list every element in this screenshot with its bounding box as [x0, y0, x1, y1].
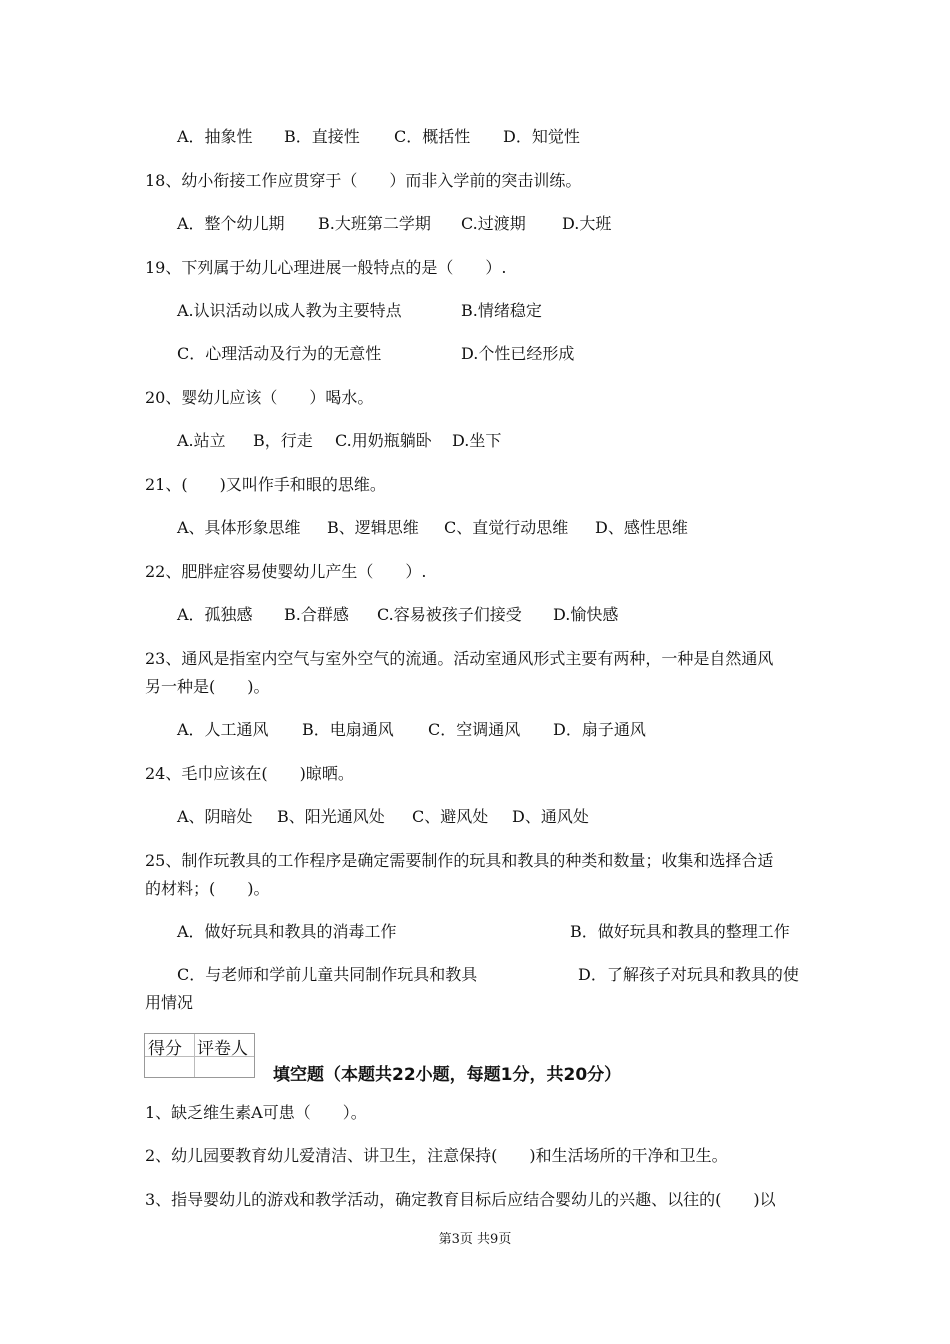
q20-stem: 20、婴幼儿应该（ ）喝水。 [145, 388, 374, 407]
q22-option-c: C.容易被孩子们接受 [377, 605, 522, 624]
fill-question-2: 2、幼儿园要教育幼儿爱清洁、讲卫生，注意保持( )和生活场所的干净和卫生。 [145, 1146, 728, 1165]
q20-option-b: B，行走 [253, 431, 313, 450]
q24-option-a: A、阴暗处 [177, 807, 253, 826]
fill-question-3: 3、指导婴幼儿的游戏和教学活动，确定教育目标后应结合婴幼儿的兴趣、以往的( )以 [145, 1190, 776, 1209]
q23-stem-line1: 23、通风是指室内空气与室外空气的流通。活动室通风形式主要有两种，一种是自然通风 [145, 649, 774, 668]
q17-option-c: C．概括性 [394, 127, 471, 146]
q25-stem-line1: 25、制作玩教具的工作程序是确定需要制作的玩具和教具的种类和数量；收集和选择合适 [145, 851, 774, 870]
q18-option-d: D.大班 [562, 214, 612, 233]
q20-option-c: C.用奶瓶躺卧 [335, 431, 432, 450]
q25-option-a: A．做好玩具和教具的消毒工作 [177, 922, 397, 941]
score-label: 得分 [148, 1039, 182, 1059]
q19-option-c: C．心理活动及行为的无意性 [177, 344, 382, 363]
q19-option-d: D.个性已经形成 [461, 344, 575, 363]
q18-option-c: C.过渡期 [461, 214, 526, 233]
q18-stem: 18、幼小衔接工作应贯穿于（ ）而非入学前的突击训练。 [145, 171, 582, 190]
q23-option-b: B．电扇通风 [302, 720, 394, 739]
q20-option-a: A.站立 [177, 431, 226, 450]
q19-option-b: B.情绪稳定 [461, 301, 542, 320]
q24-option-c: C、避风处 [412, 807, 489, 826]
q24-option-d: D、通风处 [512, 807, 589, 826]
q22-stem: 22、肥胖症容易使婴幼儿产生（ ）. [145, 562, 427, 581]
page-number: 第3页 共9页 [438, 1232, 512, 1247]
q25-option-c: C．与老师和学前儿童共同制作玩具和教具 [177, 965, 478, 984]
q25-option-b: B．做好玩具和教具的整理工作 [570, 922, 790, 941]
q22-option-b: B.合群感 [284, 605, 349, 624]
fill-question-1: 1、缺乏维生素A可患（ ）。 [145, 1103, 367, 1122]
q21-option-b: B、逻辑思维 [327, 518, 419, 537]
q21-option-d: D、感性思维 [595, 518, 688, 537]
q17-option-b: B．直接性 [284, 127, 360, 146]
q19-stem: 19、下列属于幼儿心理进展一般特点的是（ ）. [145, 258, 507, 277]
q22-option-a: A．孤独感 [177, 605, 253, 624]
q20-option-d: D.坐下 [452, 431, 502, 450]
q23-option-c: C．空调通风 [428, 720, 521, 739]
q25-option-d-continued: 用情况 [145, 993, 194, 1012]
q19-option-a: A.认识活动以成人教为主要特点 [177, 301, 402, 320]
q24-stem: 24、毛巾应该在( )晾晒。 [145, 764, 354, 783]
q18-option-a: A．整个幼儿期 [177, 214, 285, 233]
q18-option-b: B.大班第二学期 [318, 214, 431, 233]
q17-option-a: A．抽象性 [177, 127, 253, 146]
grader-label: 评卷人 [197, 1039, 248, 1059]
section-title: 填空题（本题共22小题，每题1分，共20分） [273, 1065, 622, 1085]
q25-option-d: D．了解孩子对玩具和教具的使 [578, 965, 799, 984]
q25-stem-line2: 的材料；( )。 [145, 879, 270, 898]
q17-option-d: D．知觉性 [503, 127, 580, 146]
q21-option-c: C、直觉行动思维 [444, 518, 569, 537]
q24-option-b: B、阳光通风处 [277, 807, 385, 826]
q23-option-d: D．扇子通风 [553, 720, 646, 739]
q21-stem: 21、( )又叫作手和眼的思维。 [145, 475, 386, 494]
q21-option-a: A、具体形象思维 [177, 518, 301, 537]
q22-option-d: D.愉快感 [553, 605, 619, 624]
q23-stem-line2: 另一种是( )。 [145, 677, 270, 696]
q23-option-a: A．人工通风 [177, 720, 269, 739]
